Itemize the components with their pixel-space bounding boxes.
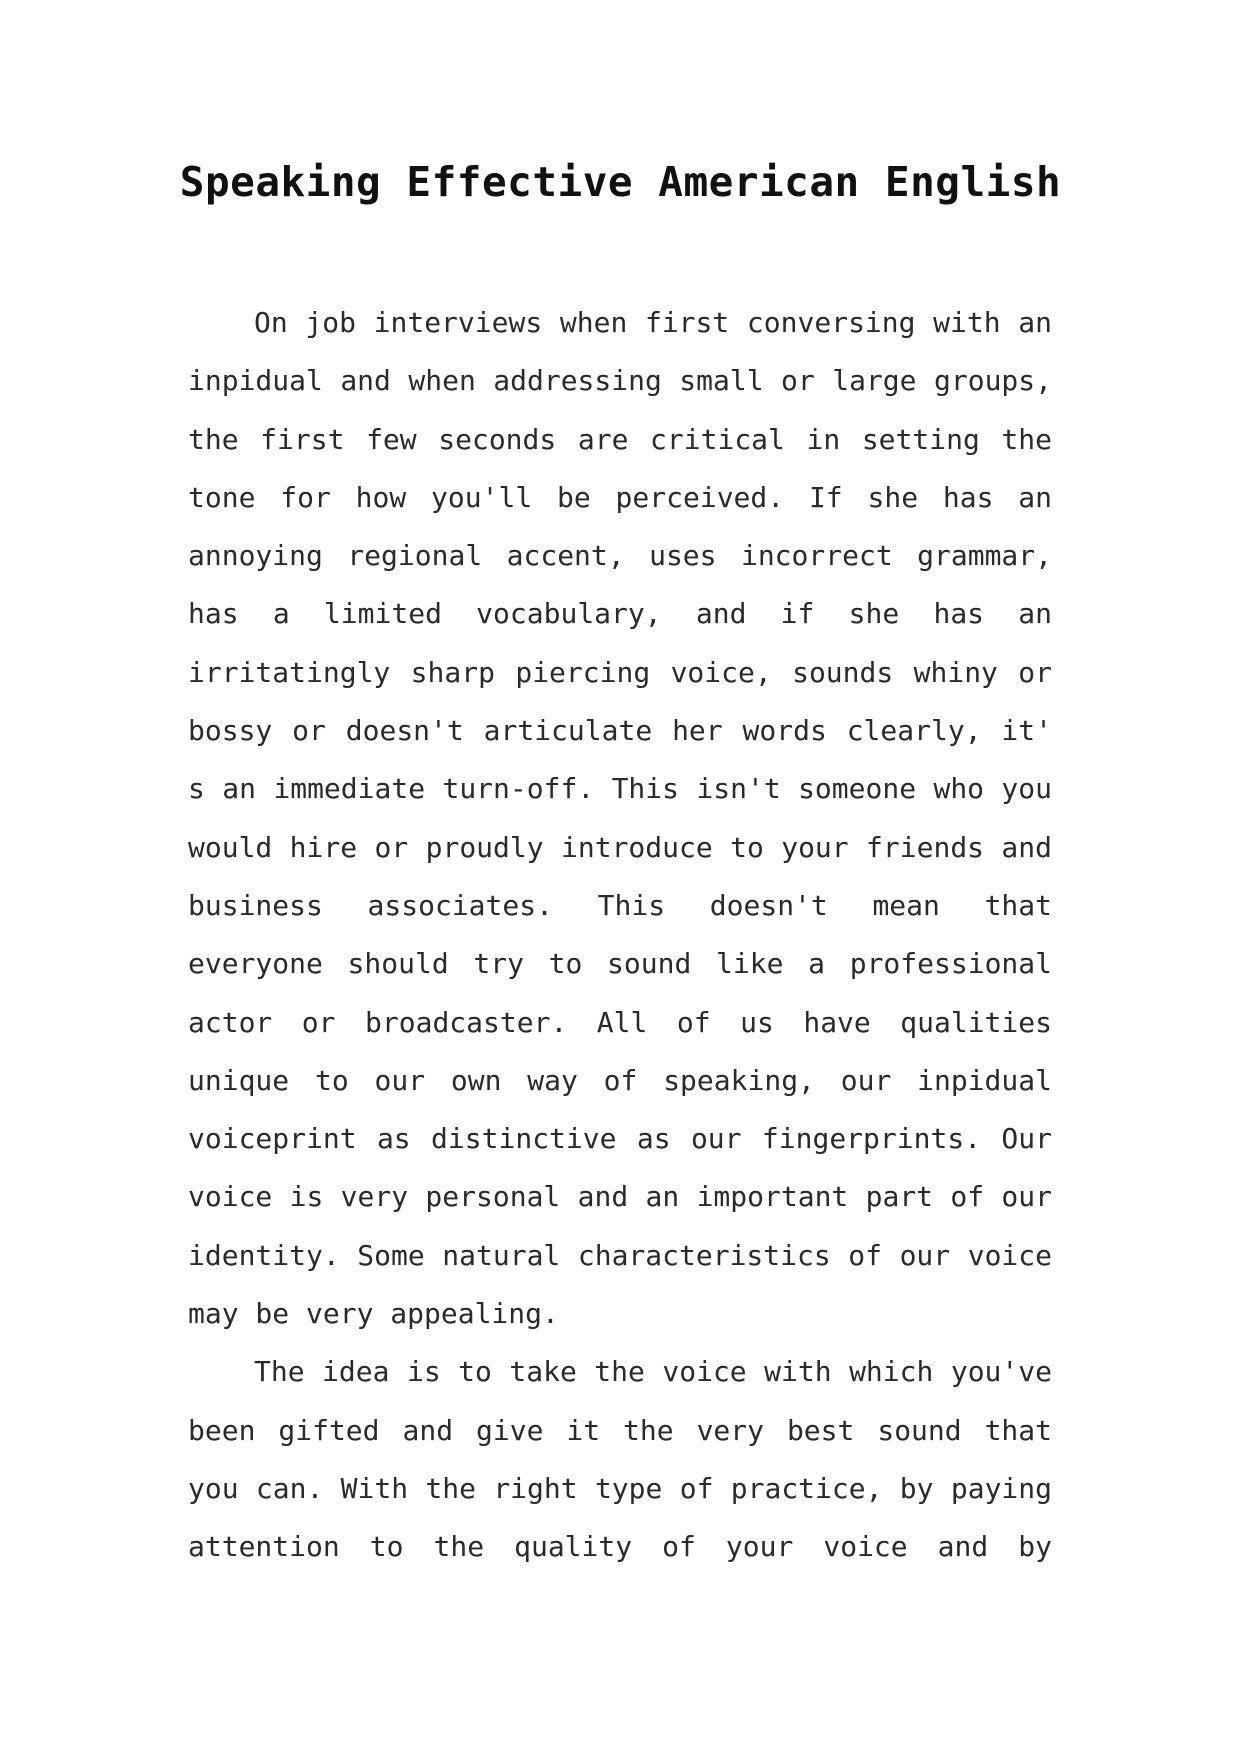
- text-line: The idea is to take the voice with which you've: [254, 1355, 1052, 1389]
- document-title: Speaking Effective American English: [179, 158, 1062, 206]
- text-line: voice is very personal and an important part of our: [188, 1180, 1052, 1214]
- text-line: irritatingly sharp piercing voice, sounds whiny or: [188, 655, 1052, 689]
- text-line: s an immediate turn-off. This isn't someone who you: [188, 772, 1052, 806]
- text-line: may be very appealing.: [188, 1297, 559, 1331]
- text-line: been gifted and give it the very best sound that: [188, 1413, 1052, 1447]
- document-body: [188, 294, 1052, 1577]
- paragraph-2: [188, 1343, 1052, 1576]
- text-line: everyone should try to sound like a professional: [188, 947, 1052, 981]
- text-line: attention to the quality of your voice and by: [188, 1530, 1052, 1564]
- paragraph-1: [188, 294, 1052, 1343]
- text-line: bossy or doesn't articulate her words clearly, it': [188, 714, 1052, 748]
- text-line: actor or broadcaster. All of us have qualities: [188, 1005, 1052, 1039]
- text-line: On job interviews when first conversing with an: [254, 306, 1052, 339]
- text-line: voiceprint as distinctive as our fingerprints. Our: [188, 1122, 1052, 1156]
- text-line: identity. Some natural characteristics of our voice: [188, 1238, 1052, 1272]
- text-line: would hire or proudly introduce to your friends and: [188, 830, 1052, 864]
- text-line: tone for how you'll be perceived. If she has an: [188, 480, 1052, 514]
- text-line: inpidual and when addressing small or large groups,: [188, 364, 1052, 398]
- text-line: business associates. This doesn't mean that: [188, 888, 1052, 922]
- text-line: annoying regional accent, uses incorrect grammar,: [188, 539, 1052, 573]
- text-line: has a limited vocabulary, and if she has an: [188, 597, 1052, 631]
- text-line: unique to our own way of speaking, our inpidual: [188, 1063, 1052, 1097]
- text-line: the first few seconds are critical in setting the: [188, 422, 1052, 456]
- text-line: you can. With the right type of practice, by paying: [188, 1471, 1052, 1505]
